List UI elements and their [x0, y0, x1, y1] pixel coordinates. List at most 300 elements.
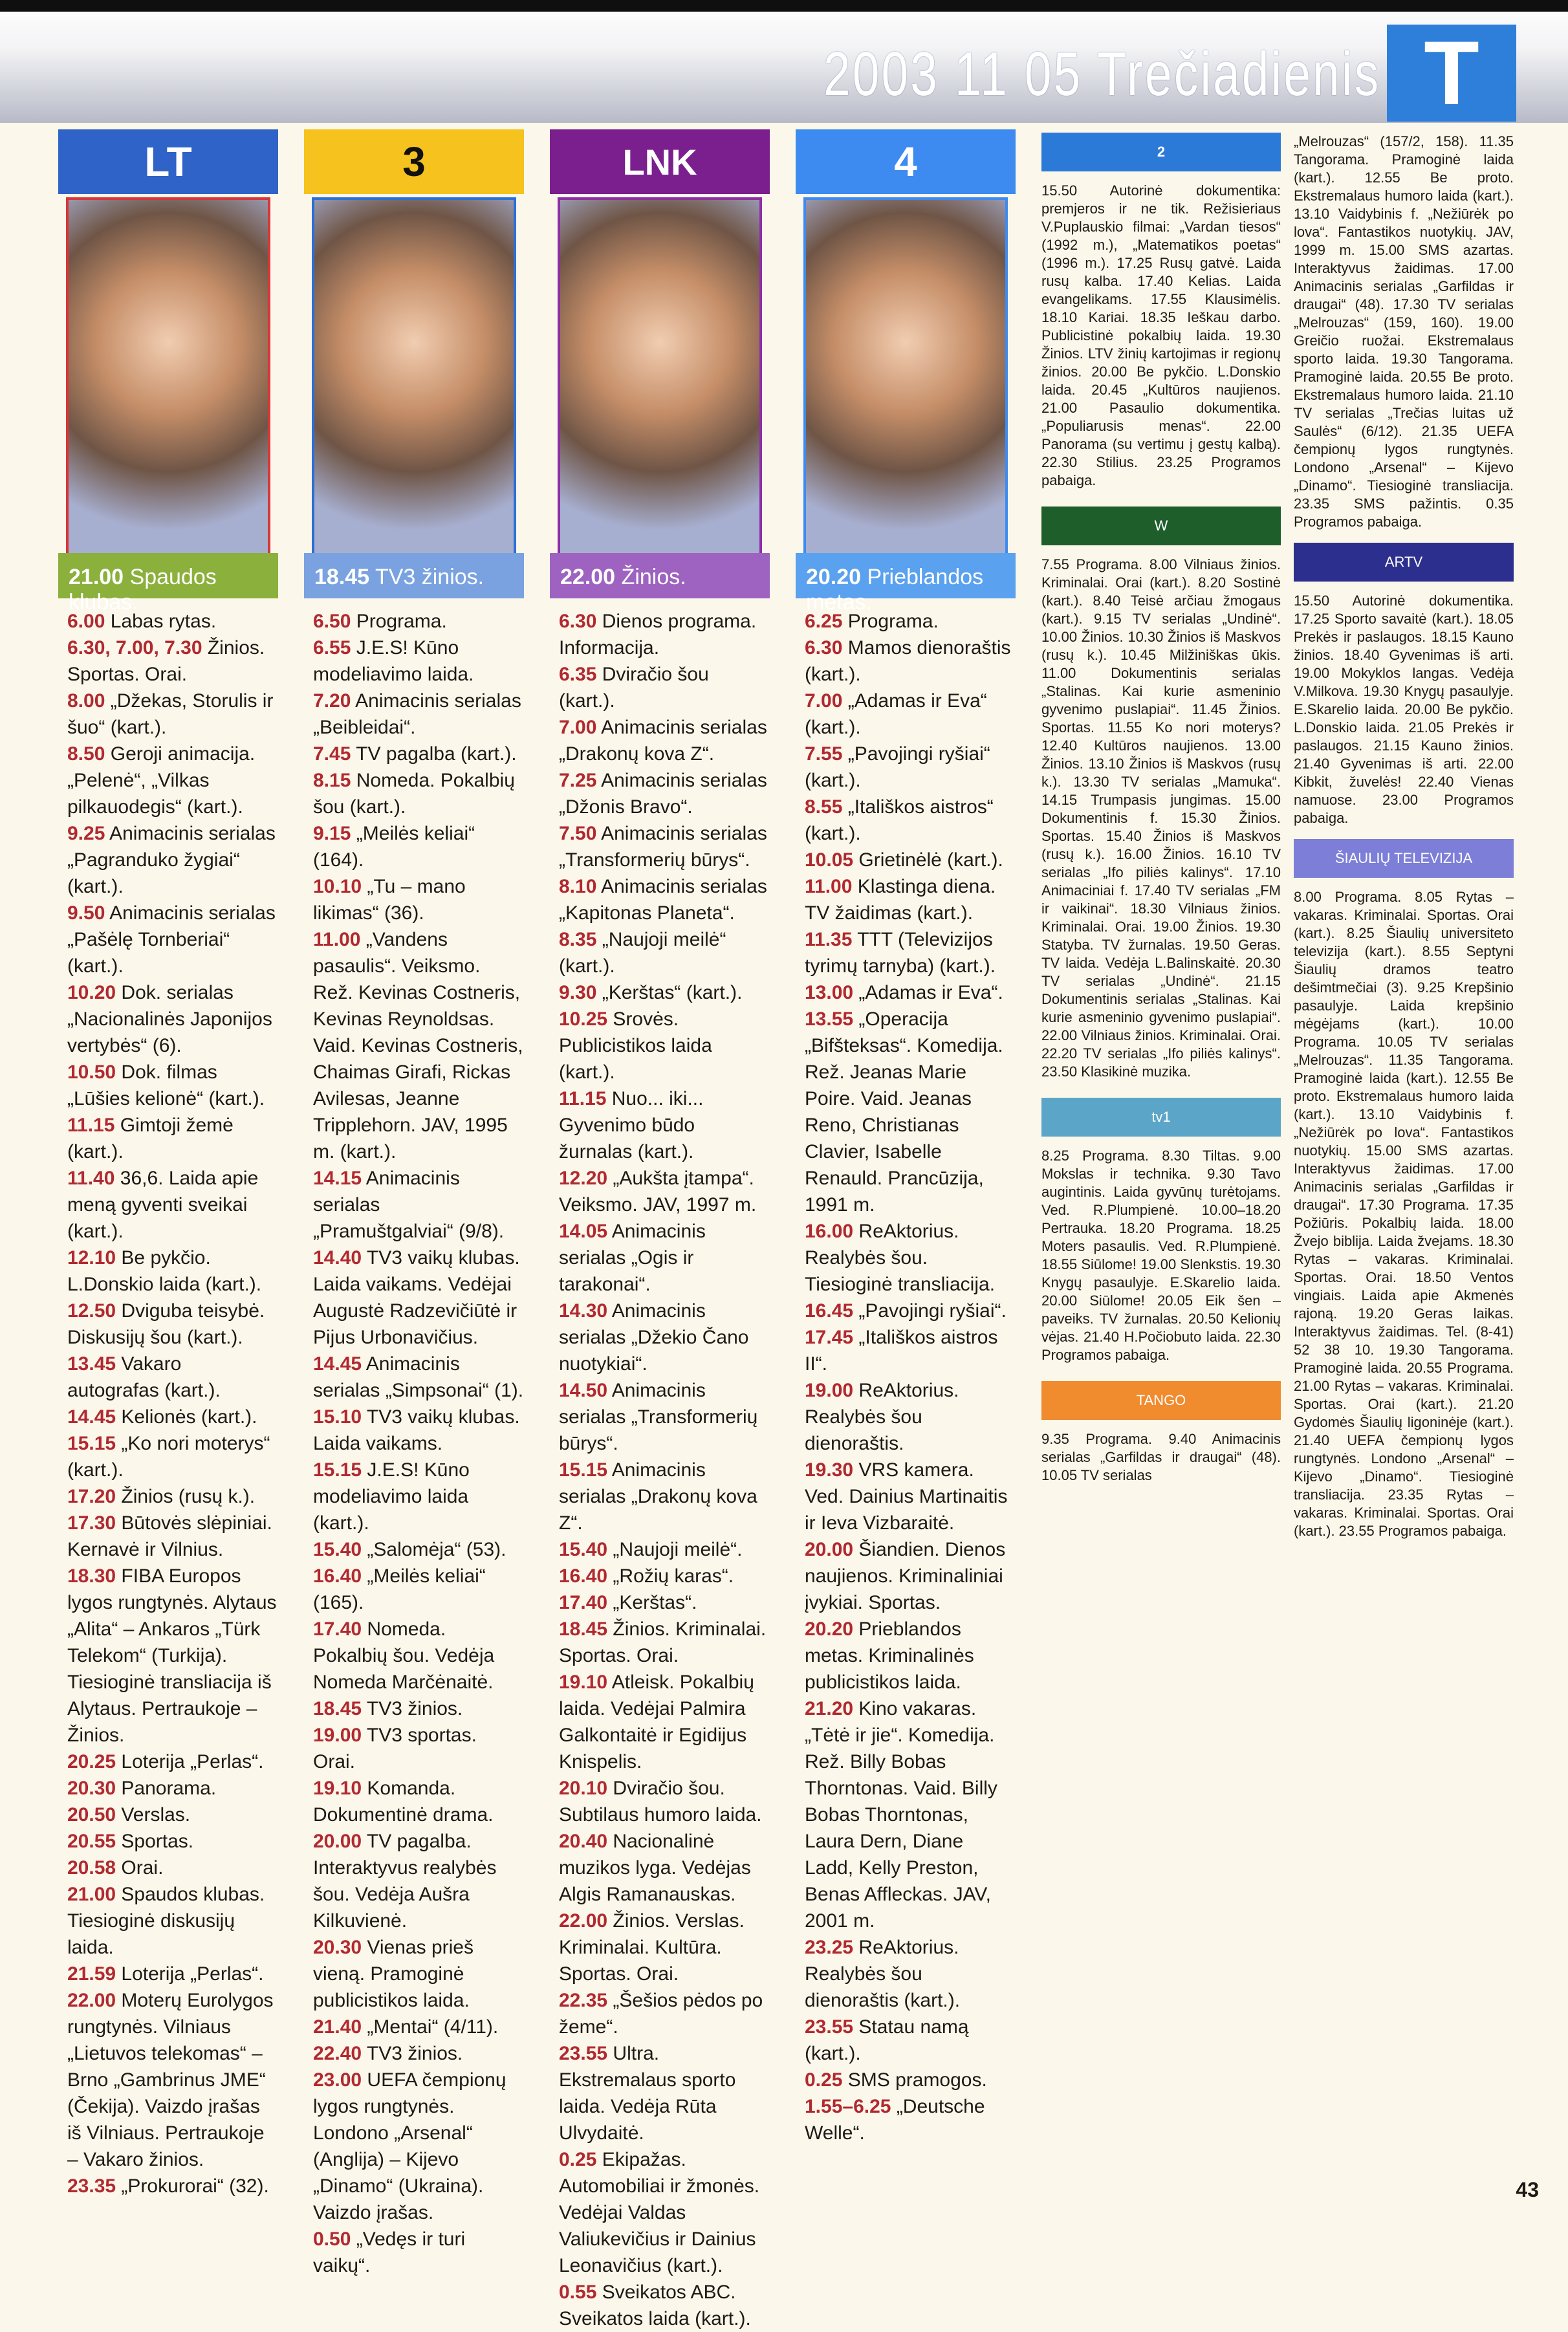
vtv-logo: W [1041, 507, 1281, 545]
program-time: 0.55 [559, 2282, 597, 2303]
program-list-tv4 [805, 608, 1016, 2146]
siauliu-logo: ŠIAULIŲ TELEVIZIJA [1294, 839, 1514, 878]
presenter-photo-tv4 [803, 197, 1008, 558]
program-title: Kino vakaras. „Tėtė ir jie“. Komedija. Rež. Billy Bobas Thorntonas. Vaid. Billy Bobas Thorntonas, Laura Dern, Diane Ladd, Kelly Preston, Benas Affleckas. JAV, 2001 m. [805, 1698, 997, 1932]
program-entry [313, 1775, 524, 1828]
program-time: 7.50 [559, 823, 597, 844]
weekday-letter: T [1387, 25, 1516, 122]
program-time: 15.15 [67, 1433, 116, 1454]
program-entry [559, 1908, 770, 1987]
program-entry [805, 926, 1016, 979]
program-entry [67, 1563, 278, 1749]
program-title: TV3 sportas. Orai. [313, 1725, 477, 1772]
program-entry [805, 1934, 1016, 2014]
program-list-tv3 [313, 608, 524, 2279]
program-entry [67, 1828, 278, 1855]
program-title: „Pavojingi ryšiai“ (kart.). [805, 743, 990, 791]
program-time: 6.30 [805, 637, 843, 659]
program-time: 11.35 [805, 929, 853, 950]
program-entry [805, 847, 1016, 873]
program-time: 20.20 [805, 1618, 854, 1640]
program-time: 19.10 [559, 1672, 608, 1693]
program-title: ReAktorius. Realybės šou dienoraštis. [805, 1380, 959, 1454]
program-time: 0.25 [559, 2149, 597, 2170]
program-title: Žinios. Sportas. Orai. [67, 637, 265, 685]
program-title: Sveikatos ABC. Sveikatos laida (kart.). [559, 2282, 751, 2329]
program-time: 23.55 [559, 2043, 608, 2064]
program-title: „Meilės keliai“ (165). [313, 1565, 486, 1613]
program-entry [313, 2067, 524, 2226]
program-title: „Šešios pėdos po žeme“. [559, 1990, 763, 2038]
program-time: 17.40 [313, 1618, 362, 1640]
program-entry [67, 1775, 278, 1802]
program-time: 23.00 [313, 2069, 362, 2091]
program-entry [559, 1536, 770, 1563]
program-entry [805, 635, 1016, 688]
program-entry [313, 1563, 524, 1616]
program-entry [805, 741, 1016, 794]
program-time: 8.50 [67, 743, 105, 765]
program-title: Dviguba teisybė. Diskusijų šou (kart.). [67, 1300, 265, 1348]
program-time: 14.50 [559, 1380, 608, 1401]
program-title: Animacinis serialas „Pramuštgalviai“ (9/8). [313, 1168, 505, 1242]
program-entry [313, 2226, 524, 2279]
program-entry [559, 1377, 770, 1457]
channel-logo-lnk: LNK [550, 129, 770, 194]
program-entry [313, 1695, 524, 1722]
program-time: 20.30 [67, 1778, 116, 1799]
program-time: 8.10 [559, 876, 597, 897]
program-entry [67, 741, 278, 820]
program-time: 10.25 [559, 1008, 608, 1030]
program-time: 8.00 [67, 690, 105, 712]
program-time: 11.00 [805, 876, 853, 897]
program-entry [559, 2040, 770, 2146]
program-entry [559, 661, 770, 714]
program-entry [805, 2014, 1016, 2067]
program-title: Be pykčio. L.Donskio laida (kart.). [67, 1247, 262, 1295]
program-entry [805, 2093, 1016, 2146]
program-time: 14.05 [559, 1221, 608, 1242]
program-entry [67, 1298, 278, 1351]
program-entry [559, 1987, 770, 2040]
program-time: 13.00 [805, 982, 854, 1003]
program-entry [805, 979, 1016, 1006]
program-entry [67, 2173, 278, 2199]
program-entry [805, 688, 1016, 741]
program-time: 16.40 [559, 1565, 608, 1587]
program-time: 7.45 [313, 743, 351, 765]
program-time: 14.15 [313, 1168, 362, 1189]
program-title: TV pagalba (kart.). [356, 743, 517, 765]
program-time: 7.20 [313, 690, 351, 712]
program-time: 9.25 [67, 823, 105, 844]
program-entry [67, 1430, 278, 1483]
presenter-photo-tv3 [312, 197, 516, 558]
program-title: „Tu – mano likimas“ (36). [313, 876, 466, 924]
program-title: Sportas. [121, 1831, 194, 1852]
program-entry [559, 1218, 770, 1298]
program-time: 8.55 [805, 796, 843, 818]
program-title: Dienos programa. Informacija. [559, 611, 757, 659]
program-time: 19.00 [805, 1380, 854, 1401]
program-time: 6.35 [559, 664, 597, 685]
program-title: „Kerštas“ (kart.). [602, 982, 743, 1003]
program-entry [559, 1006, 770, 1085]
program-time: 11.40 [67, 1168, 115, 1189]
program-time: 12.10 [67, 1247, 116, 1269]
program-entry [313, 1351, 524, 1404]
program-title: Animacinis serialas „Džonis Bravo“. [559, 770, 767, 818]
program-time: 17.30 [67, 1512, 116, 1534]
program-title: Animacinis serialas „Beibleidai“. [313, 690, 521, 738]
program-time: 22.00 [559, 1910, 608, 1932]
program-entry [313, 608, 524, 635]
program-entry [67, 1510, 278, 1563]
program-entry [67, 635, 278, 688]
program-time: 20.25 [67, 1751, 116, 1772]
program-entry [805, 1298, 1016, 1324]
program-title: Geroji animacija. „Pelenė“, „Vilkas pilkauodegis“ (kart.). [67, 743, 256, 818]
program-entry [313, 1616, 524, 1695]
program-time: 0.50 [313, 2228, 351, 2250]
program-time: 14.40 [313, 1247, 362, 1269]
program-entry [313, 926, 524, 1165]
page-number: 43 [1516, 2178, 1539, 2201]
program-time: 19.30 [805, 1459, 854, 1481]
program-entry [313, 2014, 524, 2040]
program-title: TV3 žinios. [366, 1698, 463, 1719]
program-time: 16.00 [805, 1221, 854, 1242]
program-time: 20.30 [313, 1937, 362, 1958]
program-time: 20.10 [559, 1778, 608, 1799]
program-time: 16.40 [313, 1565, 362, 1587]
program-entry [559, 1085, 770, 1165]
program-entry [67, 1881, 278, 1961]
program-entry [805, 1457, 1016, 1536]
program-title: Šiandien. Dienos naujienos. Kriminaliniai įvykiai. Sportas. [805, 1539, 1006, 1613]
program-time: 20.00 [313, 1831, 362, 1852]
program-time: 11.15 [67, 1115, 115, 1136]
program-title: Animacinis serialas „Drakonų kova Z“. [559, 1459, 757, 1534]
program-entry [559, 926, 770, 979]
program-title: Gimtoji žemė (kart.). [67, 1115, 234, 1162]
program-title: „Rožių karas“. [613, 1565, 734, 1587]
program-title: „Adamas ir Eva“ (kart.). [805, 690, 987, 738]
program-entry [559, 979, 770, 1006]
program-time: 21.59 [67, 1963, 116, 1985]
program-entry [67, 1749, 278, 1775]
featured-program-lnk: 22.00 Žinios. [550, 553, 770, 598]
program-entry [67, 1245, 278, 1298]
program-entry [805, 1324, 1016, 1377]
program-entry [559, 1457, 770, 1536]
program-time: 16.45 [805, 1300, 854, 1322]
program-entry [67, 1165, 278, 1245]
program-entry [67, 608, 278, 635]
program-title: „Pavojingi ryšiai“. [858, 1300, 1007, 1322]
program-title: Animacinis serialas „Kapitonas Planeta“. [559, 876, 767, 924]
program-entry [805, 608, 1016, 635]
featured-program-tv4: 20.20 Prieblandos metas. [796, 553, 1016, 598]
program-time: 23.35 [67, 2175, 116, 2197]
program-time: 9.50 [67, 902, 105, 924]
program-entry [559, 1589, 770, 1616]
program-time: 13.45 [67, 1353, 116, 1375]
program-entry [313, 741, 524, 767]
program-title: „Deutsche Welle“. [805, 2096, 985, 2144]
header-top-strip [0, 0, 1568, 12]
program-time: 8.35 [559, 929, 597, 950]
program-title: TV pagalba. Interaktyvus realybės šou. Vedėja Aušra Kilkuvienė. [313, 1831, 497, 1932]
program-entry [805, 1218, 1016, 1298]
program-entry [559, 820, 770, 873]
program-entry [805, 1695, 1016, 1934]
program-time: 15.40 [559, 1539, 608, 1560]
program-time: 6.30, 7.00, 7.30 [67, 637, 202, 659]
program-title: „Mentai“ (4/11). [367, 2016, 499, 2038]
program-entry [67, 1802, 278, 1828]
program-entry [313, 1165, 524, 1245]
tango-schedule: 9.35 Programa. 9.40 Animacinis serialas „Garfildas ir draugai“ (48). 10.05 TV serialas [1041, 1431, 1281, 1483]
program-time: 11.00 [313, 929, 361, 950]
program-time: 15.10 [313, 1406, 362, 1428]
program-title: Orai. [121, 1857, 164, 1879]
program-title: Grietinėlė (kart.). [858, 849, 1003, 871]
program-time: 22.40 [313, 2043, 362, 2064]
program-time: 7.00 [805, 690, 843, 712]
program-title: Mamos dienoraštis (kart.). [805, 637, 1011, 685]
page-date-title: 2003 11 05 Trečiadienis [823, 39, 1380, 109]
program-time: 23.55 [805, 2016, 854, 2038]
program-entry [559, 767, 770, 820]
program-entry [559, 873, 770, 926]
program-title: Nuo... iki... Gyvenimo būdo žurnalas (kart.). [559, 1088, 704, 1162]
program-title: „Vedęs ir turi vaikų“. [313, 2228, 466, 2276]
program-time: 20.00 [805, 1539, 854, 1560]
channel-logo-tv4: 4 [796, 129, 1016, 194]
program-title: SMS pramogos. [847, 2069, 987, 2091]
side-column-right [1294, 133, 1514, 1540]
program-time: 7.55 [805, 743, 843, 765]
program-title: TTT (Televizijos tyrimų tarnyba) (kart.). [805, 929, 996, 977]
program-title: „Meilės keliai“ (164). [313, 823, 475, 871]
program-entry [313, 1457, 524, 1536]
program-title: Nomeda. Pokalbių šou (kart.). [313, 770, 515, 818]
program-title: Labas rytas. [110, 611, 217, 632]
program-title: Dviračio šou (kart.). [559, 664, 709, 712]
program-entry [67, 979, 278, 1059]
program-time: 14.45 [67, 1406, 116, 1428]
program-title: Dok. filmas „Lūšies kelionė“ (kart.). [67, 1062, 265, 1109]
program-title: „Vandens pasaulis“. Veiksmo. Rež. Kevinas Costneris, Kevinas Reynoldsas. Vaid. Kevinas Costneris, Chaimas Girafi, Rickas Avilesas, Jeanne Tripplehorn. JAV, 1995 m. (kart.). [313, 929, 523, 1162]
program-time: 21.00 [67, 1884, 116, 1905]
program-title: Animacinis serialas „Transformerių būrys“. [559, 1380, 758, 1454]
program-time: 19.10 [313, 1778, 362, 1799]
program-time: 21.20 [805, 1698, 854, 1719]
program-time: 10.10 [313, 876, 362, 897]
featured-program-tv3: 18.45 TV3 žinios. [304, 553, 524, 598]
program-title: „Itališkos aistros II“. [805, 1327, 998, 1375]
program-title: Prieblandos metas. Kriminalinės publicistikos laida. [805, 1618, 974, 1693]
program-entry [313, 688, 524, 741]
program-title: Loterija „Perlas“. [121, 1751, 264, 1772]
side-column-left [1041, 133, 1281, 1485]
program-entry [313, 820, 524, 873]
program-entry [805, 794, 1016, 847]
presenter-photo-lnk [558, 197, 762, 558]
artv-schedule: 15.50 Autorinė dokumentika. 17.25 Sporto savaitė (kart.). 18.05 Prekės ir paslaugos. 18.15 Kauno žinios. 18.40 Gyvenimas iš arti. 19.00 Mokyklos langas. Vedėja V.Milkova. 19.30 Knygų pasaulyje. E.Skarelio laida. 20.00 Be pykčio. L.Donskio laida. 21.05 Prekės ir paslaugos. 21.15 Kauno žinios. 21.40 Gyvenimas iš arti. 22.00 Kibkit, žuvelės! 22.40 Vienas namuose. 23.00 Programos pabaiga. [1294, 593, 1514, 826]
program-title: „Salomėja“ (53). [367, 1539, 506, 1560]
program-time: 14.30 [559, 1300, 608, 1322]
program-title: „Aukšta įtampa“. Veiksmo. JAV, 1997 m. [559, 1168, 757, 1215]
program-time: 20.50 [67, 1804, 116, 1825]
tv1-logo: tv1 [1041, 1098, 1281, 1137]
program-title: „Kerštas“. [613, 1592, 697, 1613]
artv-logo: ARTV [1294, 543, 1514, 582]
program-title: Animacinis serialas „Ogis ir tarakonai“. [559, 1221, 706, 1295]
program-title: Verslas. [121, 1804, 191, 1825]
program-time: 12.20 [559, 1168, 608, 1189]
program-entry [805, 873, 1016, 926]
program-time: 17.20 [67, 1486, 116, 1507]
program-title: VRS kamera. Ved. Dainius Martinaitis ir Ieva Vizbaraitė. [805, 1459, 1008, 1534]
program-title: Animacinis serialas „Transformerių būrys“. [559, 823, 767, 871]
program-title: Nacionalinė muzikos lyga. Vedėjas Algis Ramanauskas. [559, 1831, 751, 1905]
program-title: „Adamas ir Eva“. [858, 982, 1003, 1003]
program-time: 13.55 [805, 1008, 854, 1030]
vtv-schedule: 7.55 Programa. 8.00 Vilniaus žinios. Kriminalai. Orai (kart.). 8.20 Sostinė (kart.). 8.40 Teisė arčiau žmogaus (kart.). 9.15 TV serialas „Undinė“. 10.00 Žinios. 10.30 Žinios iš Maskvos (rusų k.). 10.45 Milžiniškas ūkis. 11.00 Dokumentinis serialas „Stalinas. Kai kurie asmeninio gyvenimo puslapiai“. 11.45 Žinios. Sportas. 11.55 Ko nori moterys? 12.40 Kultūros naujienos. 13.00 Žinios. 13.10 Žinios iš Maskvos (rusų k.). 13.30 TV serialas „Mamuka“. 14.15 Trumpasis jungimas. 15.00 Dokumentinis f. 15.30 Žinios. Sportas. 15.40 Žinios iš Maskvos (rusų k.). 16.00 Žinios. 16.10 TV serialas „Ifo piliės kalinys“. 17.10 Animaciniai f. 17.40 TV serialas „FM ir vaikinai“. 18.30 Vilniaus žinios. Kriminalai. Orai. 19.00 Žinios. 19.30 Statyba. TV žurnalas. 19.50 Geras. TV laida. Vedėja L.Balinskaitė. 20.30 TV serialas „Undinė“. 21.15 Dokumentinis serialas „Stalinas. Kai kurie asmeninio gyvenimo puslapiai“. 22.00 Vilniaus žinios. Kriminalai. Orai. 22.20 TV serialas „Ifo piliės kalinys“. 23.50 Klasikinė muzika. [1041, 556, 1281, 1080]
program-time: 17.40 [559, 1592, 608, 1613]
program-title: ReAktorius. Realybės šou. Tiesioginė transliacija. [805, 1221, 996, 1295]
program-time: 1.55–6.25 [805, 2096, 891, 2117]
program-entry [559, 1616, 770, 1669]
tango-logo: TANGO [1041, 1381, 1281, 1420]
channel-logo-tv3: 3 [304, 129, 524, 194]
program-entry [67, 1404, 278, 1430]
program-entry [313, 1828, 524, 1934]
program-entry [805, 2067, 1016, 2093]
program-title: 36,6. Laida apie meną gyventi sveikai (kart.). [67, 1168, 259, 1242]
program-entry [313, 1536, 524, 1563]
program-time: 9.30 [559, 982, 597, 1003]
program-title: „Prokurorai“ (32). [121, 2175, 269, 2197]
program-entry [67, 820, 278, 900]
program-entry [313, 1722, 524, 1775]
program-title: Animacinis serialas „Simpsonai“ (1). [313, 1353, 524, 1401]
program-entry [805, 1616, 1016, 1695]
program-entry [559, 2279, 770, 2332]
program-entry [313, 635, 524, 688]
program-title: „Naujoji meilė“ (kart.). [559, 929, 726, 977]
program-title: TV3 vaikų klubas. Laida vaikams. [313, 1406, 520, 1454]
program-time: 7.25 [559, 770, 597, 791]
program-time: 10.20 [67, 982, 116, 1003]
program-title: Panorama. [121, 1778, 217, 1799]
program-title: Animacinis serialas „Drakonų kova Z“. [559, 717, 767, 765]
program-title: Animacinis serialas „Pagranduko žygiai“ (kart.). [67, 823, 276, 897]
program-time: 10.05 [805, 849, 854, 871]
program-title: TV3 žinios. [366, 2043, 463, 2064]
program-title: Spaudos klubas. Tiesioginė diskusijų laida. [67, 1884, 265, 1958]
program-time: 6.25 [805, 611, 843, 632]
program-title: Srovės. Publicistikos laida (kart.). [559, 1008, 712, 1083]
ltv2-logo: 2 [1041, 133, 1281, 171]
program-time: 22.35 [559, 1990, 608, 2011]
program-title: Animacinis serialas „Pašėlę Tornberiai“ (kart.). [67, 902, 276, 977]
program-time: 15.40 [313, 1539, 362, 1560]
program-title: Statau namą (kart.). [805, 2016, 969, 2064]
siauliu-schedule: 8.00 Programa. 8.05 Rytas – vakaras. Kriminalai. Sportas. Orai (kart.). 8.25 Šiaulių universiteto televizija (kart.). 8.55 Septyni Šiaulių dramos teatro dešimtmečiai (3). 9.25 Krepšinio pasaulyje. Laida krepšinio mėgėjams (kart.). 10.00 Programa. 10.05 TV serialas „Melrouzas“. 11.35 Tangorama. Pramoginė laida (kart.). 12.55 Be proto. Ekstremalaus humoro laida (kart.). 13.10 Vaidybinis f. „Nežiūrėk po lova“. Fantastikos nuotykių. 15.00 SMS azartas. Interaktyvus žaidimas. 17.00 Animacinis serialas „Garfildas ir draugai“. 17.30 Programa. 17.35 Požiūris. Pokalbių laida. 18.00 Žvejo biblija. Laida žvejams. 18.30 Rytas – vakaras. Kriminalai. Sportas. Orai. 18.50 Ventos vingiais. Laida apie Akmenės rajoną. 19.20 Geras laikas. Interaktyvus žaidimas. Tel. (8-41) 52 38 10. 19.30 Tangorama. Pramoginė laida. 20.55 Programa. 21.00 Rytas – vakaras. Kriminalai. Sportas. Orai (kart.). 21.20 Gydomės Šiaulių ligoninėje (kart.). 21.40 UEFA čempionų lygos rungtynės. Londono „Arsenal“ – Kijevo „Dinamo“. Tiesioginė transliacija. 23.35 Rytas – vakaras. Kriminalai. Sportas. Orai (kart.). 23.55 Programos pabaiga. [1294, 889, 1514, 1539]
program-entry [67, 1987, 278, 2173]
program-title: Ekipažas. Automobiliai ir žmonės. Vedėjai Valdas Valiukevičius ir Dainius Leonavičius (kart.). [559, 2149, 760, 2276]
program-title: „Ko nori moterys“ (kart.). [67, 1433, 270, 1481]
program-entry [559, 1563, 770, 1589]
program-title: Žinios. Verslas. Kriminalai. Kultūra. Sportas. Orai. [559, 1910, 745, 1985]
program-title: Animacinis serialas „Džekio Čano nuotykiai“. [559, 1300, 749, 1375]
program-title: Kelionės (kart.). [121, 1406, 257, 1428]
program-entry [805, 1377, 1016, 1457]
program-title: „Džekas, Storulis ir šuo“ (kart.). [67, 690, 274, 738]
program-entry [313, 1934, 524, 2014]
program-title: Nomeda. Pokalbių šou. Vedėja Nomeda Marčėnaitė. [313, 1618, 495, 1693]
program-title: Vakaro autografas (kart.). [67, 1353, 221, 1401]
program-time: 6.50 [313, 611, 351, 632]
program-entry [559, 1165, 770, 1218]
program-title: „Operacija „Bifšteksas“. Komedija. Rež. Jeanas Marie Poire. Vaid. Jeanas Reno, Christianas Clavier, Isabelle Renauld. Prancūzija, 1991 m. [805, 1008, 1003, 1215]
program-entry [559, 714, 770, 767]
program-entry [805, 1006, 1016, 1218]
program-time: 18.45 [559, 1618, 608, 1640]
program-title: Klastinga diena. TV žaidimas (kart.). [805, 876, 996, 924]
program-entry [67, 688, 278, 741]
program-title: FIBA Europos lygos rungtynės. Alytaus „Alita“ – Ankaros „Türk Telekom“ (Turkija). Tiesioginė transliacija iš Alytaus. Pertraukoje – Žinios. [67, 1565, 277, 1746]
featured-program-lt: 21.00 Spaudos klubas. [58, 553, 278, 598]
program-entry [805, 1536, 1016, 1616]
program-entry [67, 1112, 278, 1165]
program-time: 15.15 [559, 1459, 608, 1481]
program-title: Žinios (rusų k.). [121, 1486, 256, 1507]
program-title: Dviračio šou. Subtilaus humoro laida. [559, 1778, 762, 1825]
presenter-photo-lt [66, 197, 270, 558]
program-title: TV3 vaikų klubas. Laida vaikams. Vedėjai Augustė Radzevičiūtė ir Pijus Urbonavičius. [313, 1247, 520, 1348]
program-entry [313, 2040, 524, 2067]
program-title: Komanda. Dokumentinė drama. [313, 1778, 494, 1825]
tango-schedule-continued: „Melrouzas“ (157/2, 158). 11.35 Tangorama. Pramoginė laida (kart.). 12.55 Be proto. Ekstremalaus humoro laida (kart.). 13.10 Vaidybinis f. „Nežiūrėk po lova“. Fantastikos nuotykių. JAV, 1999 m. 15.00 SMS azartas. Interaktyvus žaidimas. 17.00 Animacinis serialas „Garfildas ir draugai“ (48). 17.30 TV serialas „Melrouzas“ (159, 160). 19.00 Greičio ruožai. Ekstremalaus sporto laida. 19.30 Tangorama. Pramoginė laida. 20.55 Be proto. Ekstremalaus humoro laida. 21.10 TV serialas „Trečias luitas už Saulės“ (6/12). 21.35 UEFA čempionų lygos rungtynės. Londono „Arsenal“ – Kijevo „Dinamo“. Tiesioginė transliacija. 23.35 SMS pažintis. 0.35 Programos pabaiga. [1294, 133, 1514, 530]
program-title: J.E.S! Kūno modeliavimo laida. [313, 637, 474, 685]
program-entry [313, 873, 524, 926]
ltv2-schedule: 15.50 Autorinė dokumentika: premjeros ir ne tik. Režisieriaus V.Puplauskio filmai: „Vardan tiesos“ (1992 m.), „Matematikos poetas“ (1996 m.). 17.25 Rusų gatvė. Laida rusų kalba. 17.40 Kelias. Laida evangelikams. 17.55 Klausimėlis. 18.10 Kariai. 18.35 Ieškau darbo. Publicistinė pokalbių laida. 19.30 Žinios. LTV žinių kartojimas ir regionų žinios. 20.00 Be pykčio. L.Donskio laida. 20.45 „Kultūros naujienos. 21.00 Pasaulio dokumentika. „Populiarusis menas“. 22.00 Panorama (su vertimu į gestų kalbą). 22.30 Stilius. 23.25 Programos pabaiga. [1041, 182, 1281, 488]
program-list-lt [67, 608, 278, 2199]
tv1-schedule: 8.25 Programa. 8.30 Tiltas. 9.00 Mokslas ir technika. 9.30 Tavo augintinis. Laida gyvūnų turėtojams. Ved. R.Plumpienė. 10.00–18.20 Pertrauka. 18.20 Programa. 18.25 Moters pasaulis. Ved. R.Plumpienė. 18.55 Siūlome! 19.00 Slenkstis. 19.30 Knygų pasaulyje. E.Skarelio laida. 20.00 Siūlome! 20.05 Eik šen – paveiks. TV žurnalas. 20.50 Kelionių vėjas. 21.40 H.Počiobuto laida. 22.30 Programos pabaiga. [1041, 1148, 1281, 1363]
channel-logo-lt: LT [58, 129, 278, 194]
program-title: Ultra. Ekstremalaus sporto laida. Vedėja Rūta Ulvydaitė. [559, 2043, 736, 2144]
program-entry [67, 1059, 278, 1112]
program-entry [67, 1483, 278, 1510]
program-time: 14.45 [313, 1353, 362, 1375]
program-time: 19.00 [313, 1725, 362, 1746]
program-time: 18.30 [67, 1565, 116, 1587]
program-entry [559, 1828, 770, 1908]
program-title: Žinios. Kriminalai. Sportas. Orai. [559, 1618, 767, 1666]
program-time: 9.15 [313, 823, 351, 844]
program-entry [313, 1245, 524, 1351]
program-title: Dok. serialas „Nacionalinės Japonijos vertybės“ (6). [67, 982, 272, 1056]
program-title: J.E.S! Kūno modeliavimo laida (kart.). [313, 1459, 470, 1534]
program-time: 10.50 [67, 1062, 116, 1083]
program-time: 17.45 [805, 1327, 854, 1348]
program-time: 20.40 [559, 1831, 608, 1852]
